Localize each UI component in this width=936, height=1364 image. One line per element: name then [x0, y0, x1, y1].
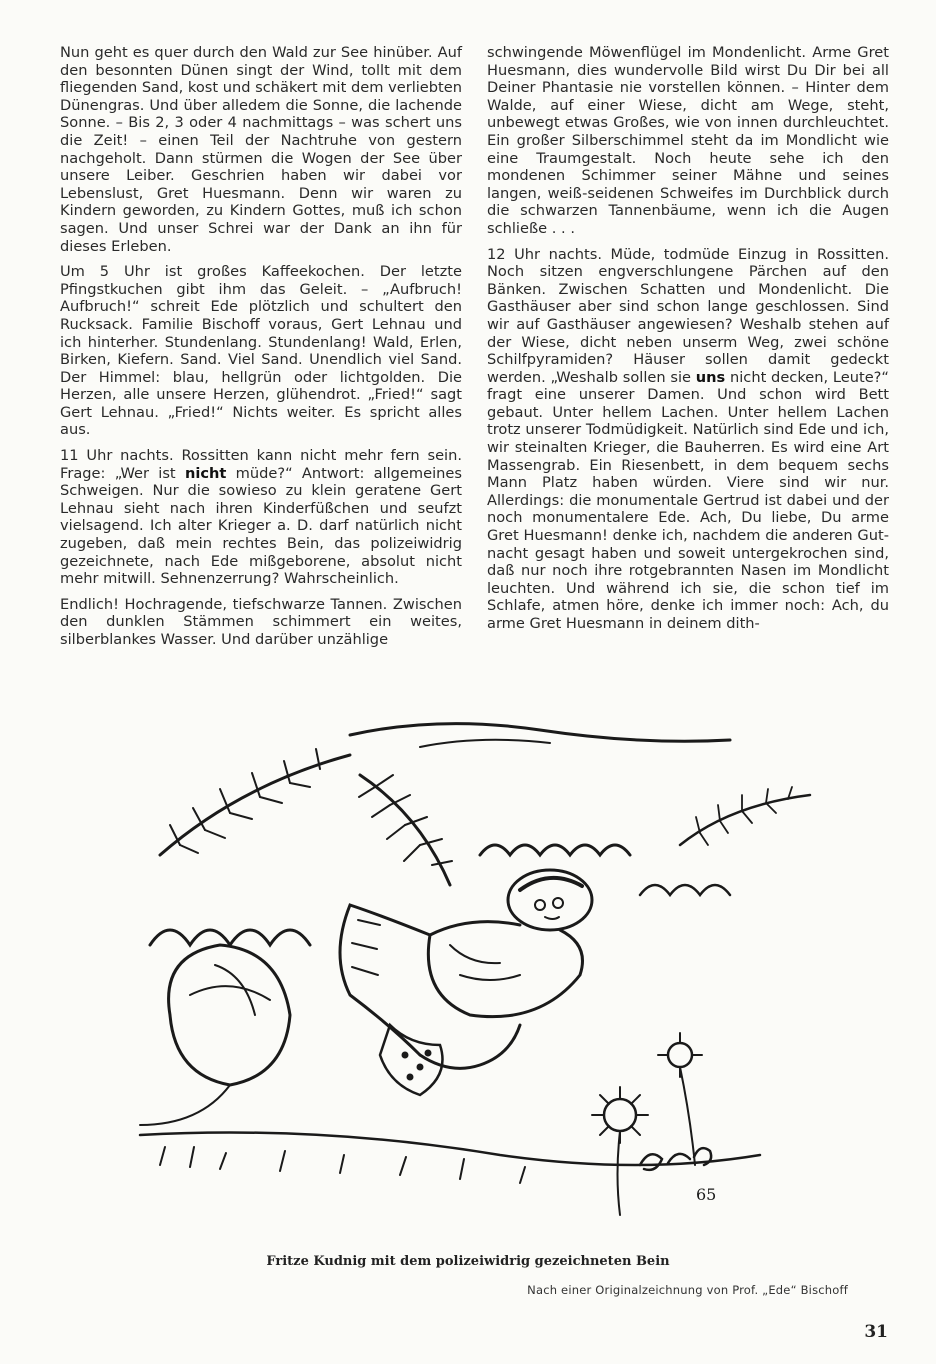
paragraph: schwingende Möwenflügel im Mondenlicht. Arme Gret Huesmann, dies wundervolle Bild wirst Du Dir bei all Deiner Phantasie nie vorstellen können. – Hinter dem Walde, auf einer Wiese, dicht am Wege, steht, unbewegt etwas Großes, wie von innen durchleuchtet. Ein großer Silberschimmel steht da im Mondlicht wie eine Traumgestalt. Noch heute sehe ich den mondenen Schimmer seiner Mähne und seines langen, weiß-seidenen Schweifes im Durchblick durch die schwarzen Tannenbäume, wenn ich die Augen schließe . . . — [487, 44, 889, 237]
text-run: nicht decken, Leute?“ fragt eine unserer Damen. Und schon wird Bett gebaut. Unter hellem Lachen. Unter hellem Lachen trotz unserer Todmüdigkeit. Natürlich sind Ede und ich, wir steinalten Krieger, die Bauherren. Es wird eine Art Massengrab. Ein Riesenbett, in dem bequem sechs Mann Platz haben würden. Viere sind wir nur. Allerdings: die monumentale Gertrud ist dabei und der noch monumentalere Ede. Ach, Du liebe, Du arme Gret Huesmann! denke ich, nachdem die anderen Gutnacht gesagt haben und soweit untergekrochen sind, daß nur noch ihre rotgebrannten Nasen im Mondlicht leuchten. Und während ich sie, die schon tief im Schlafe, atmen höre, denke ich immer noch: Ach, du arme Gret Huesmann in deinem dith- — [487, 368, 889, 632]
ink-drawing-illustration — [120, 695, 828, 1240]
paragraph: Endlich! Hochragende, tiefschwarze Tannen. Zwischen den dunklen Stämmen schimmert ein weites, silberblankes Wasser. Und darüber unzählige — [60, 595, 462, 648]
text-run: 12 Uhr nachts. Müde, todmüde Einzug in Rossitten. Noch sitzen engverschlungene Pärchen auf den Bänken. Zwischen Schatten und Mondenlicht. Die Gasthäuser aber sind schon lange geschlossen. Sind wir auf Gasthäuser angewiesen? Weshalb stehen auf der Wiese, dicht neben unserm Weg, zwei schöne Schilfpyramiden? Häuser sollen damit gedeckt werden. „Weshalb sollen sie — [487, 245, 889, 386]
left-text-column — [60, 44, 462, 657]
right-text-column — [487, 44, 889, 641]
figure-credit: Nach einer Originalzeichnung von Prof. „Ede“ Bischoff — [527, 1283, 848, 1297]
sleeping-man-drawing — [120, 695, 828, 1240]
page-number: 31 — [864, 1322, 888, 1342]
paragraph: Nun geht es quer durch den Wald zur See hinüber. Auf den besonnten Dünen singt der Wind, tollt mit dem fliegenden Sand, kost und schäkert mit dem verliebten Dünengras. Und über alledem die Sonne, die lachende Sonne. – Bis 2, 3 oder 4 nachmittags – was schert uns die Zeit! – einen Teil der Nachtruhe von gestern nachgeholt. Dann stürmen die Wogen der See über unsere Leiber. Geschrien haben wir dabei vor Lebenslust, Gret Huesmann. Denn wir waren zu Kindern geworden, zu Kindern Gottes, muß ich schon sagen. Und unser Schrei war der Dank an ihn für dieses Erleben. — [60, 44, 462, 255]
paragraph — [60, 447, 462, 588]
paragraph — [487, 246, 889, 633]
drawing-signature-year: 65 — [696, 1185, 717, 1204]
bold-word: uns — [695, 368, 726, 386]
paragraph: Um 5 Uhr ist großes Kaffeekochen. Der letzte Pfingstkuchen gibt ihm das Geleit. – „Aufbruch! Aufbruch!“ schreit Ede plötzlich und schultert den Rucksack. Familie Bischoff voraus, Gert Lehnau und ich hinterher. Stundenlang. Stundenlang! Wald, Erlen, Birken, Kiefern. Sand. Viel Sand. Unendlich viel Sand. Der Himmel: blau, hellgrün oder lichtgolden. Die Herzen, alle unsere Herzen, glühendrot. „Fried!“ sagt Gert Lehnau. „Fried!“ Nichts weiter. Es spricht alles aus. — [60, 263, 462, 439]
bold-word: nicht — [184, 464, 227, 482]
figure-caption: Fritze Kudnig mit dem polizeiwidrig gezeichneten Bein — [266, 1254, 670, 1269]
text-run: müde?“ Antwort: allgemeines Schweigen. Nur die sowieso zu klein geratene Gert Lehnau sieht nach ihren Kinderfüßchen und seufzt vielsagend. Ich alter Krieger a. D. darf natürlich nicht zugeben, daß mein rechtes Bein, das polizeiwidrig gezeichnete, nach Ede mißgeborene, absolut nicht mehr mitwill. Sehnenzerrung? Wahrscheinlich. — [60, 464, 463, 588]
text-run: 11 Uhr nachts. Rossitten kann nicht mehr fern sein. Frage: „Wer ist — [60, 447, 462, 482]
